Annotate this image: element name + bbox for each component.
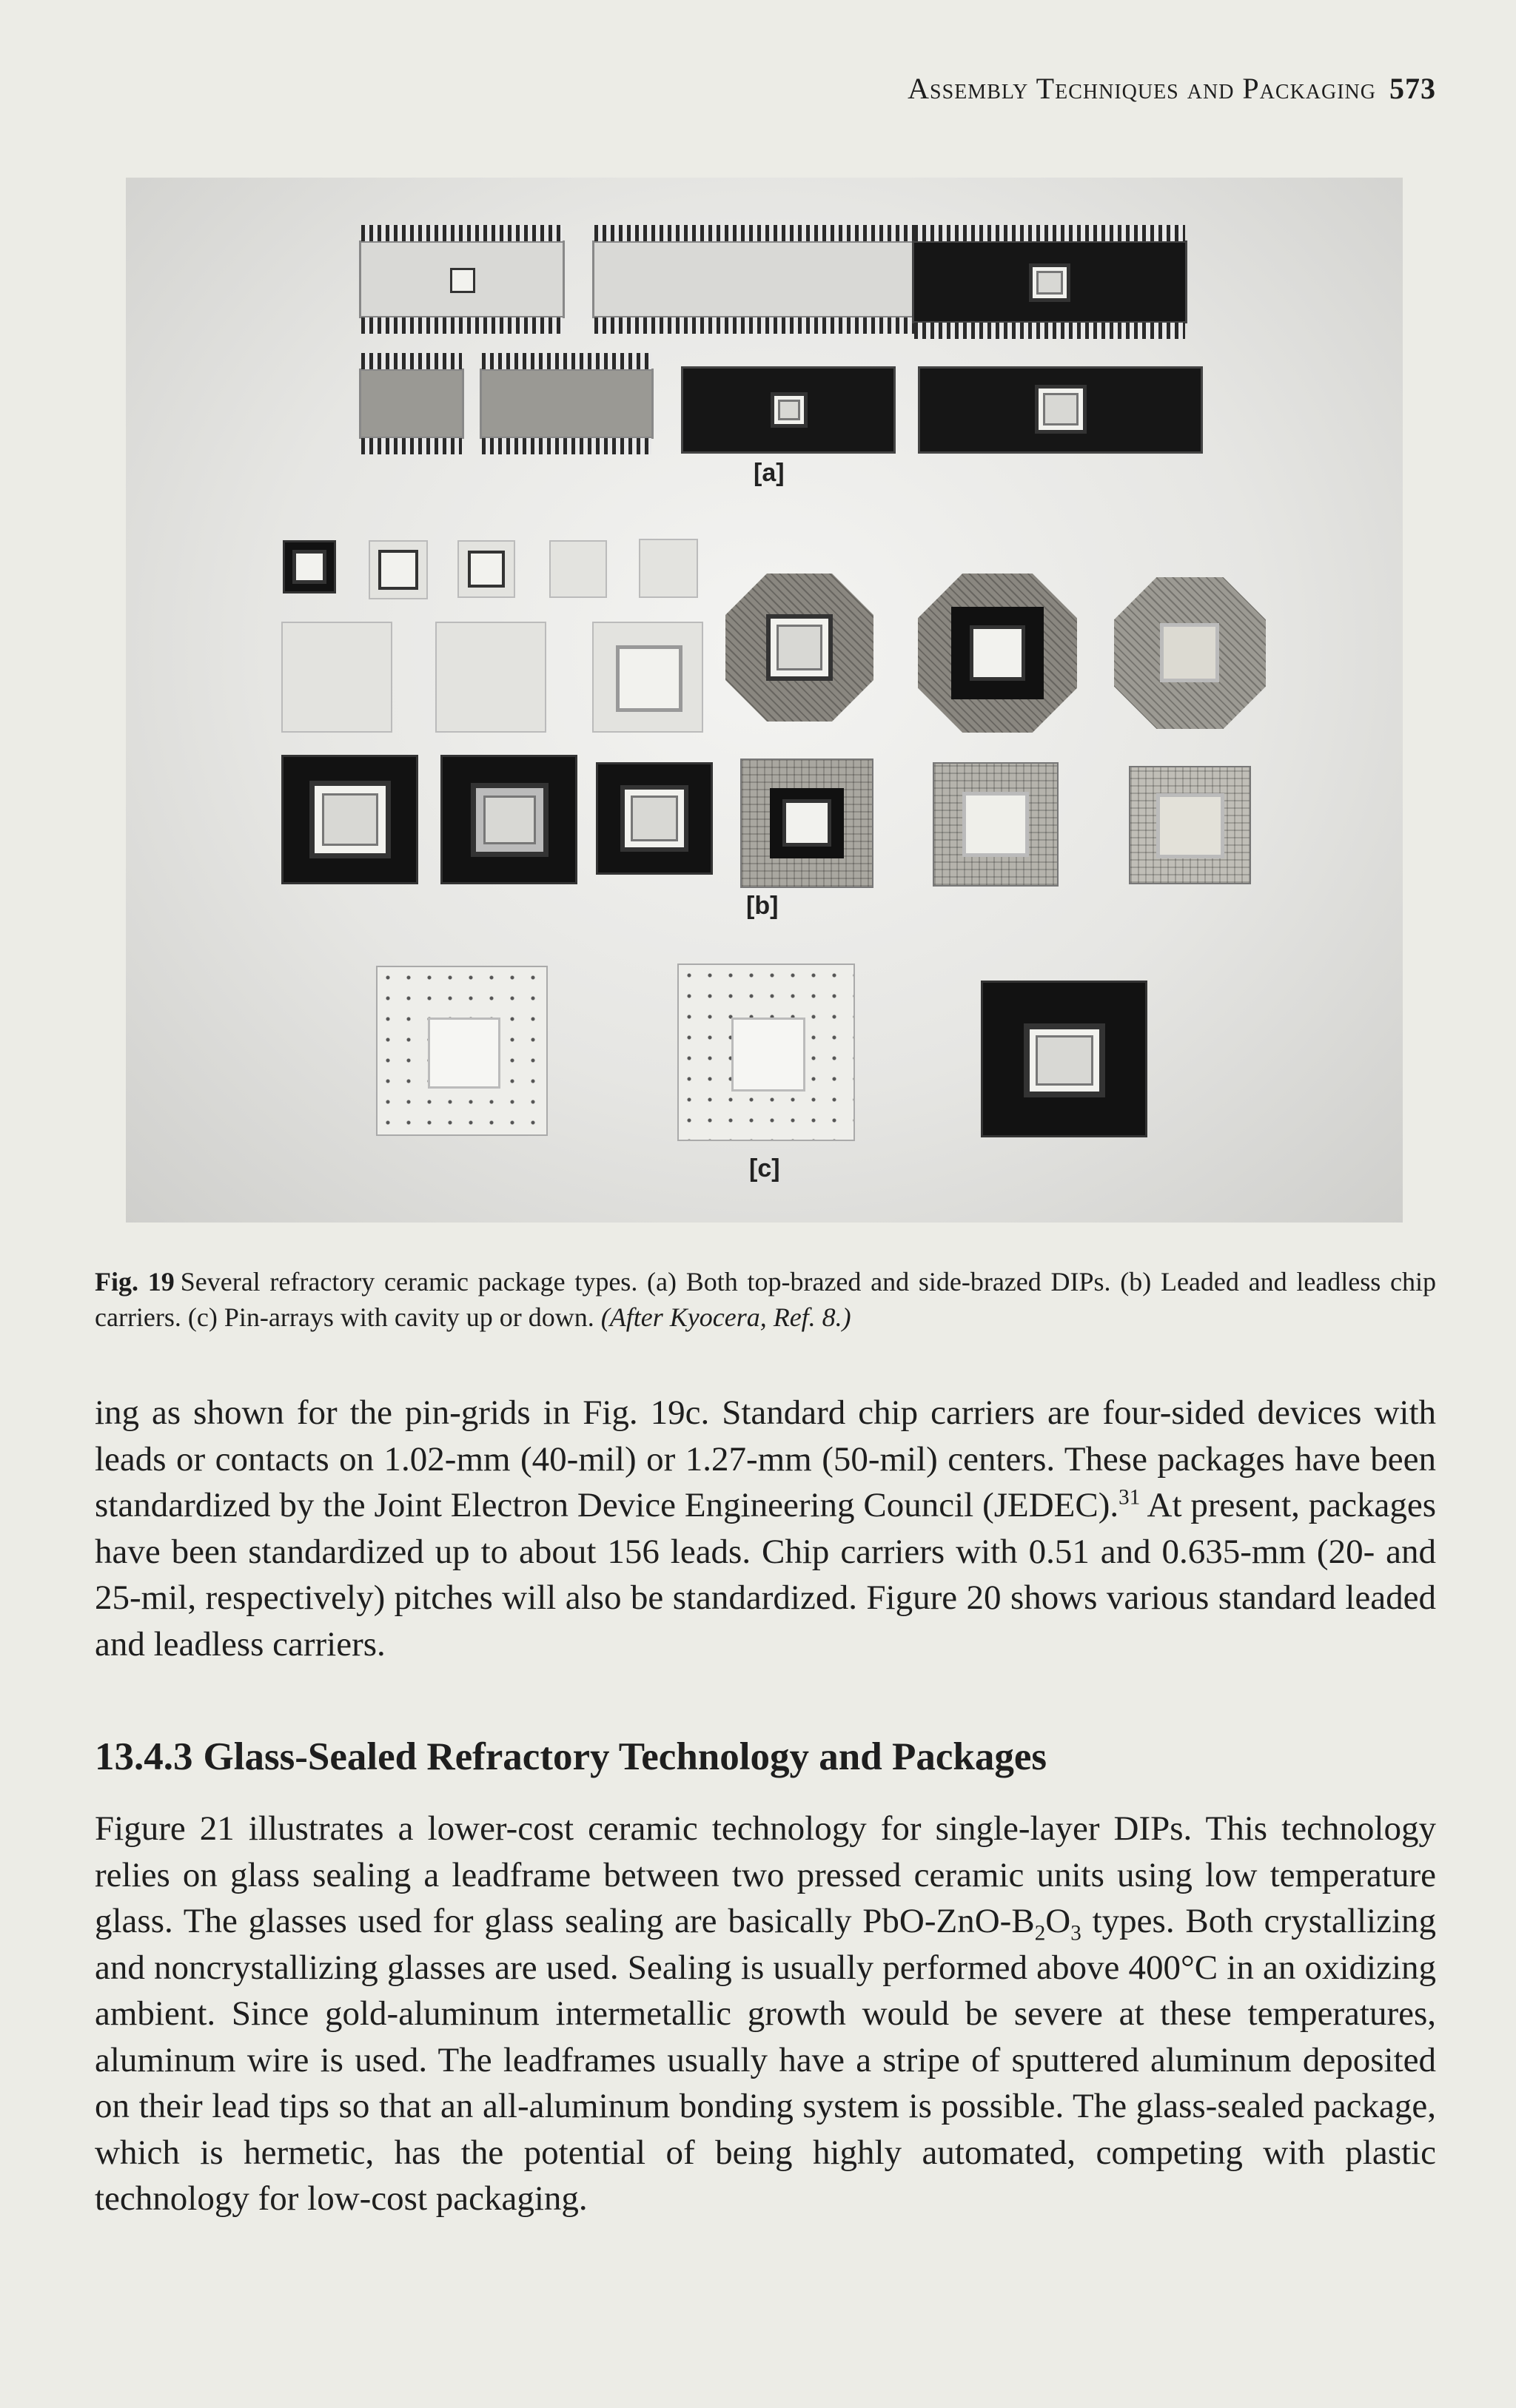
panel-label-c: [c] [749, 1154, 780, 1183]
dip-package [359, 241, 565, 318]
panel-label-a: [a] [754, 459, 785, 487]
figure-number: Fig. 19 [95, 1267, 175, 1297]
chip-carrier [596, 762, 713, 875]
figure-photo [126, 178, 1403, 1223]
body-paragraph [95, 1806, 1436, 2222]
chip-carrier [435, 622, 546, 733]
figure-caption [95, 1264, 1436, 1335]
dip-package [359, 369, 464, 439]
paragraph-text: types. Both crystallizing and noncrystallizing glasses are used. Sealing is usually performed above 400°C in an oxidizing ambient. Since gold-aluminum intermetallic growth would be severe at these temperatures, aluminum wire is used. The leadframes usually have a stripe of sputtered aluminum deposited on their lead tips so that an all-aluminum bonding system is possible. The glass-sealed package, which is hermetic, has the potential of being highly automated, competing with plastic technology for low-cost packaging. [95, 1902, 1437, 2218]
leaded-chip-carrier [725, 574, 873, 722]
chip-carrier [283, 540, 336, 593]
leaded-chip-carrier [918, 574, 1077, 733]
pin-grid-array [677, 963, 855, 1141]
chip-carrier [1129, 766, 1251, 884]
body-paragraph [95, 1390, 1436, 1667]
chip-carrier [549, 540, 607, 598]
chip-carrier [369, 540, 428, 599]
caption-credit: (After Kyocera, Ref. 8.) [600, 1302, 851, 1332]
section-heading [95, 1735, 1047, 1779]
dip-package [681, 366, 896, 454]
subscript: 3 [1070, 1921, 1081, 1945]
paragraph-text: O [1045, 1902, 1071, 1940]
leaded-chip-carrier [1114, 577, 1266, 729]
dip-package [912, 241, 1187, 323]
paragraph-text: Figure 21 illustrates a lower-cost ceramic technology for single-layer DIPs. This technology relies on glass sealing a leadframe between two pressed ceramic units using low temperature glass. The glasses used for glass sealing are basically PbO-ZnO-B [95, 1809, 1436, 1940]
section-number: 13.4.3 [95, 1735, 193, 1778]
paragraph-text: At present, packages have been standardized up to about 156 leads. Chip carriers with 0.51 and 0.635-mm (20- and 25-mil, respectively) pitches will also be standardized. Figure 20 shows various standard leaded and leadless carriers. [95, 1486, 1436, 1664]
chip-carrier [639, 539, 698, 598]
pin-grid-array [981, 981, 1147, 1137]
chip-carrier [440, 755, 577, 884]
page-number: 573 [1389, 72, 1436, 105]
dip-package [918, 366, 1203, 454]
dip-package [480, 369, 654, 439]
panel-label-b: [b] [746, 892, 779, 920]
citation-ref: 31 [1118, 1485, 1141, 1510]
chip-carrier [457, 540, 515, 598]
running-head [908, 71, 1436, 106]
section-title: Glass-Sealed Refractory Technology and Packages [203, 1735, 1047, 1778]
chip-carrier [592, 622, 703, 733]
subscript: 2 [1034, 1921, 1046, 1945]
chip-carrier [933, 762, 1059, 887]
chip-carrier [281, 755, 418, 884]
chip-carrier [281, 622, 392, 733]
pin-grid-array [376, 966, 548, 1136]
running-head-title: Assembly Techniques and Packaging [908, 72, 1376, 105]
caption-text: Several refractory ceramic package types. (a) Both top-brazed and side-brazed DIPs. (b) Leaded and leadless chip carriers. (c) Pin-arrays with cavity up or down. [95, 1267, 1436, 1332]
chip-carrier [740, 759, 873, 888]
paragraph-text: ing as shown for the pin-grids in Fig. 19c. Standard chip carriers are four-sided devices with leads or contacts on 1.02-mm (40-mil) or 1.27-mm (50-mil) centers. These packages have been standardized by the Joint Electron Device Engineering Council (JEDEC). [95, 1393, 1436, 1524]
